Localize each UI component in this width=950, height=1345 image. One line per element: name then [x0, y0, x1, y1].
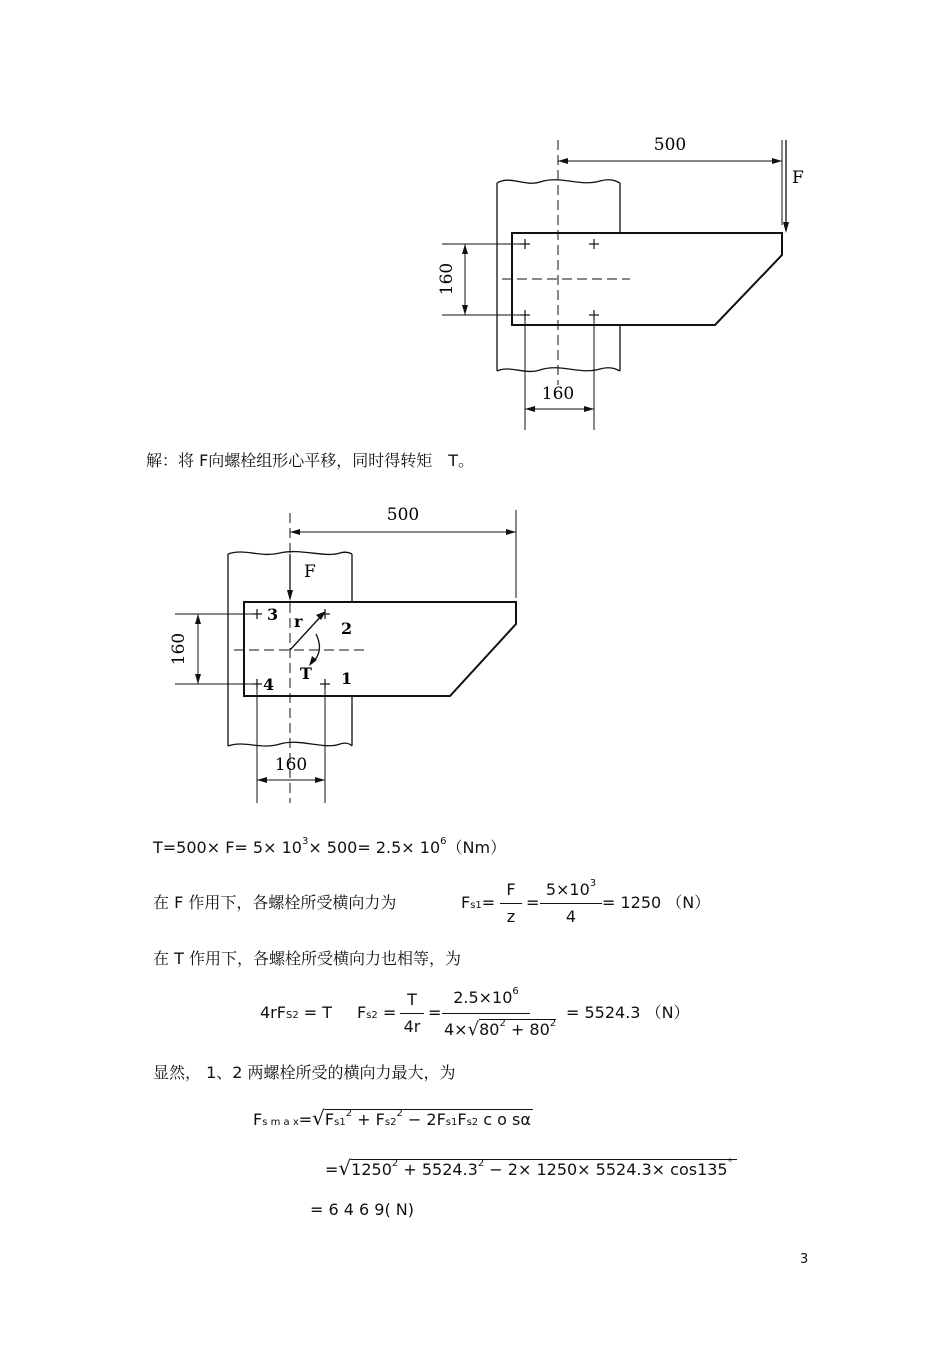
torque-equation: $T=500\times F= 5\times 10^3\times 500= 2.5\times 10^6(Nm)$ [153, 836, 507, 857]
fs1-symbol: Fs1= [461, 893, 496, 912]
fs2-frac2-bar [442, 1013, 530, 1014]
fs1-frac2-bar [540, 903, 602, 904]
figure-1-bracket-diagram [430, 125, 810, 435]
fig2-dim-500: 500 [386, 505, 420, 525]
bolt-label-1: 1 [341, 669, 353, 688]
figure-2-bracket-diagram [160, 498, 540, 808]
fig2-dim-160-vertical: 160 [169, 632, 189, 666]
fs2-result: = 5524.3 （N） [566, 1003, 690, 1022]
fig1-force-label: F [792, 168, 804, 188]
fs1-frac1-bar [500, 903, 522, 904]
fs2-lhs: 4rFS2 = T [260, 1003, 333, 1022]
fs2-frac2-den: $4\times√80^2 + 80^2$ [444, 1018, 557, 1040]
fs1-frac2-num: $5\times 10^3$ [545, 878, 597, 899]
bolt-label-3: 3 [267, 605, 279, 624]
fig1-dim-500: 500 [653, 135, 687, 155]
fsmax-result: = 6 4 6 9( N) [310, 1200, 415, 1219]
fs2-symbol: Fs2 = [357, 1003, 397, 1022]
force-f-description: 在 F 作用下，各螺栓所受横向力为 [153, 893, 397, 912]
max-force-description: 显然， 1、2 两螺栓所受的横向力最大，为 [153, 1063, 456, 1082]
fig1-dim-160-vertical: 160 [437, 262, 457, 296]
fsmax-equation-line-2: $=√1250^2 + 5524.3^2 - 2\times 1250\times 5524.3\times \cos 135^\circ$ [325, 1158, 737, 1183]
fig2-force-label: F [304, 562, 316, 582]
radius-label: r [294, 612, 303, 631]
fig1-dim-160-horizontal: 160 [541, 384, 575, 404]
fs2-frac1-den: 4r [403, 1017, 421, 1036]
bolt-label-4: 4 [263, 675, 275, 694]
torque-t-description: 在 T 作用下，各螺栓所受横向力也相等，为 [153, 949, 461, 968]
fs2-frac1-num: T [407, 990, 417, 1009]
fs2-frac1-bar [400, 1013, 424, 1014]
bolt-label-2: 2 [341, 619, 353, 638]
page-number: 3 [800, 1252, 809, 1267]
fs1-frac2-den: 4 [565, 907, 577, 926]
fsmax-equation-line-1: Fs m a $x=√Fs1^2 + Fs2^2 - 2Fs1Fs2$ c o sα [253, 1106, 531, 1130]
solution-intro: 解：将 F向螺栓组形心平移，同时得转矩 T。 [146, 451, 475, 470]
fs2-frac2-num: $2.5\times 10^6$ [453, 986, 519, 1007]
fs2-eq2: = [428, 1003, 442, 1022]
torque-label: T [300, 664, 312, 683]
fs1-result: = 1250 （N） [602, 893, 711, 912]
fs1-eq2: = [526, 893, 540, 912]
fs1-frac1-den: z [506, 907, 516, 926]
fig2-dim-160-horizontal: 160 [274, 755, 308, 775]
fs1-frac1-num: F [506, 880, 516, 899]
